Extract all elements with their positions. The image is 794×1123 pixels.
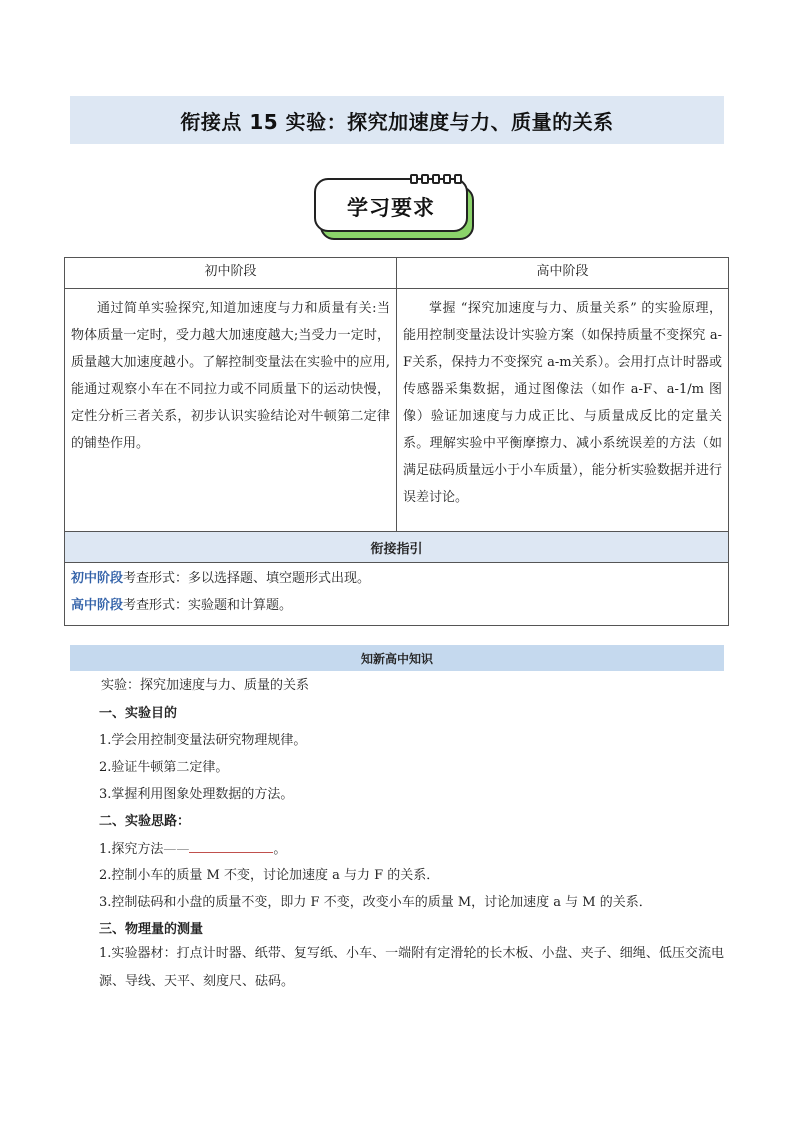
section-title-idea: 二、实验思路： xyxy=(99,814,191,829)
guide-level: 初中阶段 xyxy=(71,571,124,586)
idea-item-prefix: 1.探究方法 xyxy=(99,842,164,857)
section-title-purpose: 一、实验目的 xyxy=(99,706,178,721)
measure-item: 1.实验器材：打点计时器、纸带、复写纸、小车、一端附有定滑轮的长木板、小盘、夹子、细绳、低压交流电源、导线、天平、刻度尺、砝码。 xyxy=(99,946,724,989)
guide-text: 考查形式：多以选择题、填空题形式出现。 xyxy=(123,571,371,586)
idea-item-method xyxy=(99,838,286,857)
fill-blank xyxy=(189,839,273,853)
purpose-item: 3.掌握利用图象处理数据的方法。 xyxy=(99,787,294,802)
senior-text: 掌握 “探究加速度与力、质量关系” 的实验原理，能用控制变量法设计实验方案（如保持质量不变探究 a-F关系，保持力不变探究 a-m关系）。会用打点计时器或传感器采集数据，通过图像法（如作 a-F、a-1/m 图像）验证加速度与力成正比、与质量成反比的定量关系。理解实验中平衡摩擦力、减小系统误差的方法（如满足砝码质量远小于小车质量），能分析实验数据并进行误差讨论。 xyxy=(403,301,722,505)
purpose-item: 1.学会用控制变量法研究物理规律。 xyxy=(99,733,307,748)
page-title: 衔接点 15 实验：探究加速度与力、质量的关系 xyxy=(180,109,614,134)
purpose-item: 2.验证牛顿第二定律。 xyxy=(99,760,229,775)
guide-body xyxy=(65,563,729,626)
junior-text: 通过简单实验探究,知道加速度与力和质量有关:当物体质量一定时，受力越大加速度越大;当受力一定时，质量越大加速度越小。了解控制变量法在实验中的应用,能通过观察小车在不同拉力或不同质量下的运动快慢，定性分析三者关系，初步认识实验结论对牛顿第二定律的铺垫作用。 xyxy=(71,301,390,451)
badge-label: 学习要求 xyxy=(347,196,435,220)
dash: —— xyxy=(163,842,190,857)
senior-header: 高中阶段 xyxy=(397,258,729,289)
learning-requirements-badge xyxy=(314,178,476,242)
idea-item: 3.控制砝码和小盘的质量不变，即力 F 不变，改变小车的质量 M，讨论加速度 a 与 M 的关系． xyxy=(99,895,652,910)
idea-item: 2.控制小车的质量 M 不变，讨论加速度 a 与力 F 的关系． xyxy=(99,868,440,883)
junior-requirements xyxy=(65,289,397,532)
junior-header: 初中阶段 xyxy=(65,258,397,289)
guide-text: 考查形式：实验题和计算题。 xyxy=(123,598,293,613)
guide-row-senior xyxy=(71,592,722,619)
notebook-rings-icon xyxy=(410,174,462,184)
section-bar: 知新高中知识 xyxy=(70,645,724,671)
section-title-measure: 三、物理量的测量 xyxy=(99,922,204,937)
guide-level: 高中阶段 xyxy=(71,598,124,613)
guide-header: 衔接指引 xyxy=(65,532,729,563)
content-heading: 实验：探究加速度与力、质量的关系 xyxy=(101,678,310,693)
requirements-table xyxy=(64,257,729,626)
badge-front xyxy=(314,178,468,232)
idea-item-suffix: 。 xyxy=(273,842,287,857)
guide-row-junior xyxy=(71,565,722,592)
senior-requirements xyxy=(397,289,729,532)
title-bar xyxy=(70,96,724,144)
